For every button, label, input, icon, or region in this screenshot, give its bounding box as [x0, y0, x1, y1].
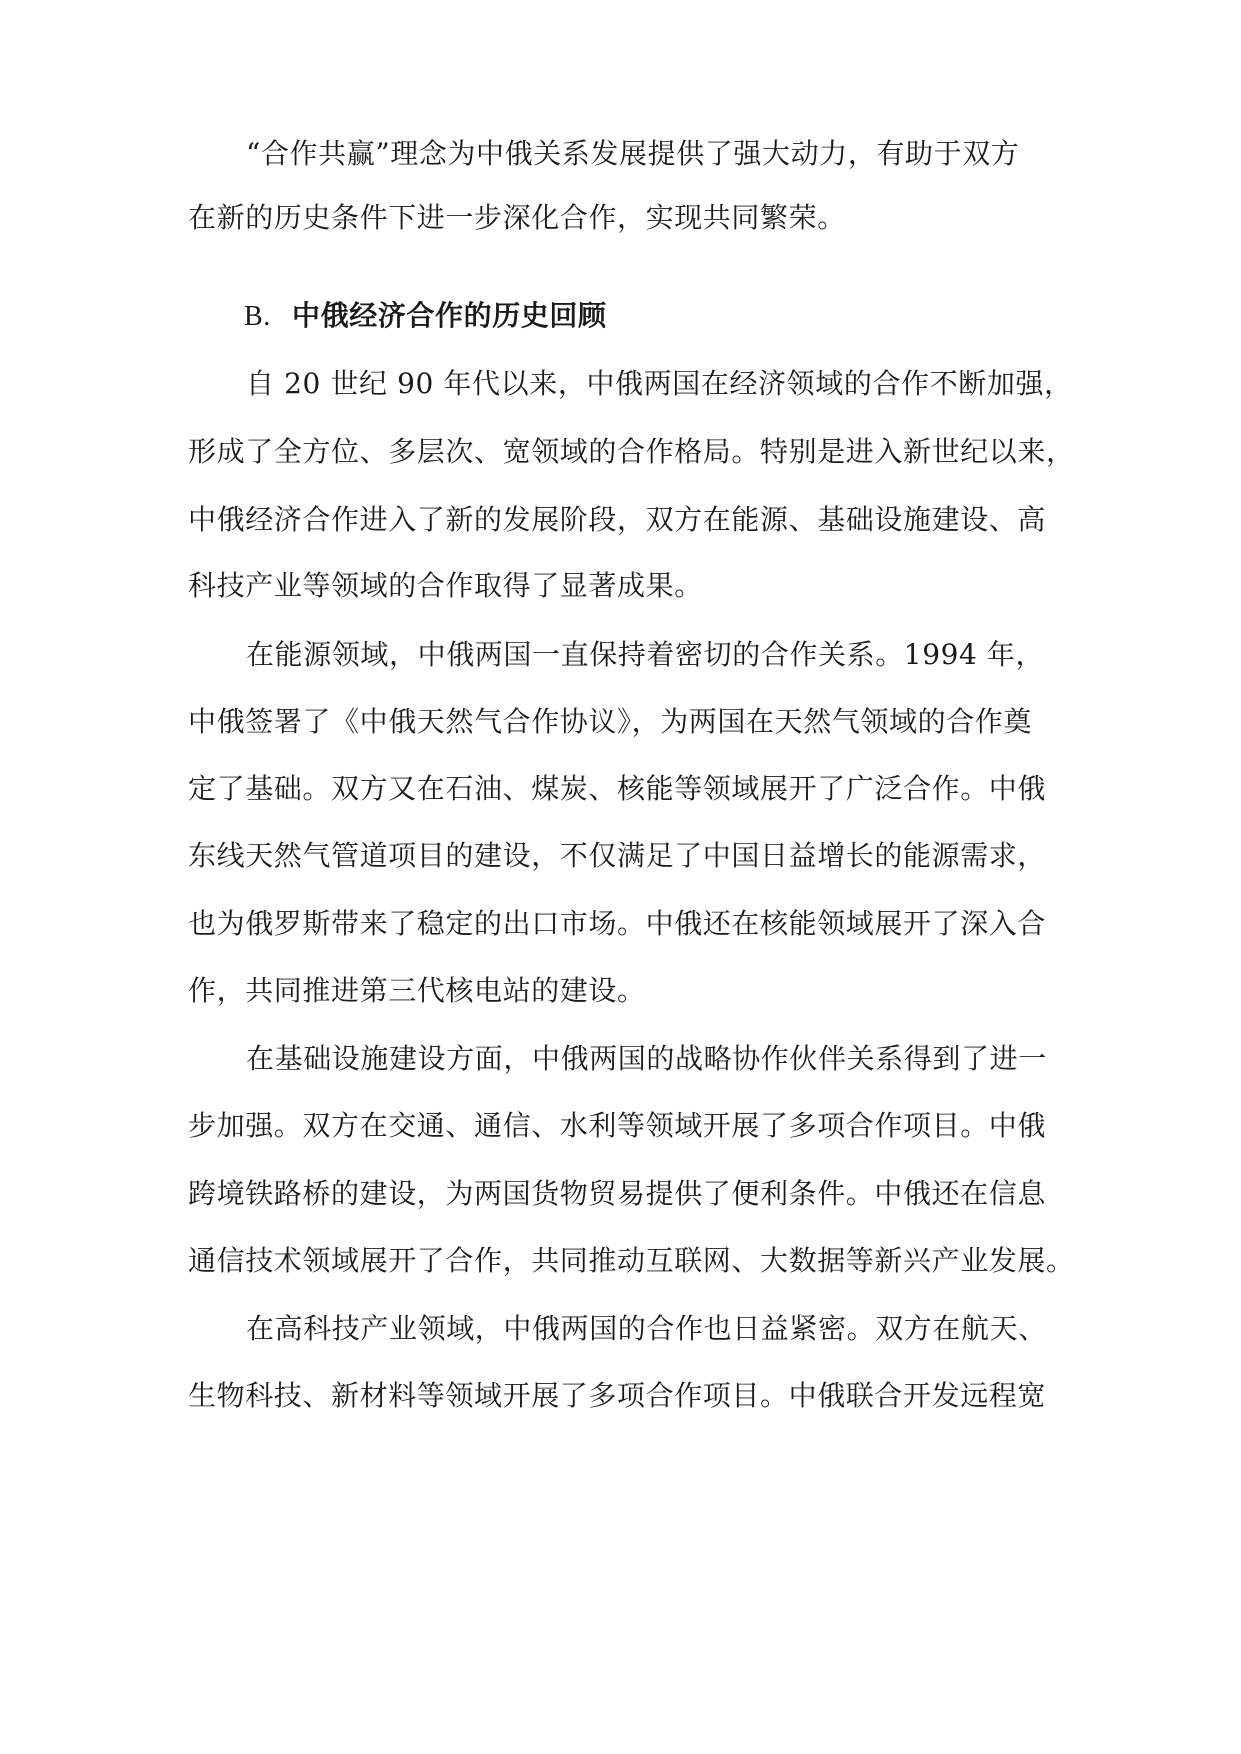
paragraph-line: 中俄经济合作进入了新的发展阶段，双方在能源、基础设施建设、高 — [188, 503, 1047, 536]
paragraph-line: 也为俄罗斯带来了稳定的出口市场。中俄还在核能领域展开了深入合 — [188, 907, 1047, 940]
paragraph-line: 自 20 世纪 90 年代以来，中俄两国在经济领域的合作不断加强， — [246, 367, 1073, 400]
section-title: 中俄经济合作的历史回顾 — [292, 299, 607, 332]
paragraph-line: “合作共赢”理念为中俄关系发展提供了强大动力，有助于双方 — [246, 137, 1020, 170]
paragraph-line: 生物科技、新材料等领域开展了多项合作项目。中俄联合开发远程宽 — [188, 1379, 1047, 1412]
paragraph-line: 科技产业等领域的合作取得了显著成果。 — [188, 569, 703, 602]
section-heading — [244, 296, 607, 337]
paragraph-line: 在高科技产业领域，中俄两国的合作也日益紧密。双方在航天、 — [246, 1312, 1047, 1345]
paragraph-line: 形成了全方位、多层次、宽领域的合作格局。特别是进入新世纪以来， — [188, 435, 1075, 468]
paragraph-line: 作，共同推进第三代核电站的建设。 — [188, 974, 646, 1007]
paragraph-line: 在能源领域，中俄两国一直保持着密切的合作关系。1994 年， — [246, 638, 1045, 671]
paragraph-line: 通信技术领域展开了合作，共同推动互联网、大数据等新兴产业发展。 — [188, 1244, 1075, 1277]
paragraph-line: 跨境铁路桥的建设，为两国货物贸易提供了便利条件。中俄还在信息 — [188, 1177, 1047, 1210]
paragraph-line: 东线天然气管道项目的建设，不仅满足了中国日益增长的能源需求， — [188, 839, 1047, 872]
paragraph-line: 步加强。双方在交通、通信、水利等领域开展了多项合作项目。中俄 — [188, 1109, 1047, 1142]
paragraph-line: 在基础设施建设方面，中俄两国的战略协作伙伴关系得到了进一 — [246, 1042, 1047, 1075]
paragraph-line: 在新的历史条件下进一步深化合作，实现共同繁荣。 — [188, 201, 846, 234]
paragraph-line: 定了基础。双方又在石油、煤炭、核能等领域展开了广泛合作。中俄 — [188, 772, 1047, 805]
section-marker: B. — [244, 301, 271, 332]
paragraph-line: 中俄签署了《中俄天然气合作协议》，为两国在天然气领域的合作奠 — [188, 705, 1033, 738]
